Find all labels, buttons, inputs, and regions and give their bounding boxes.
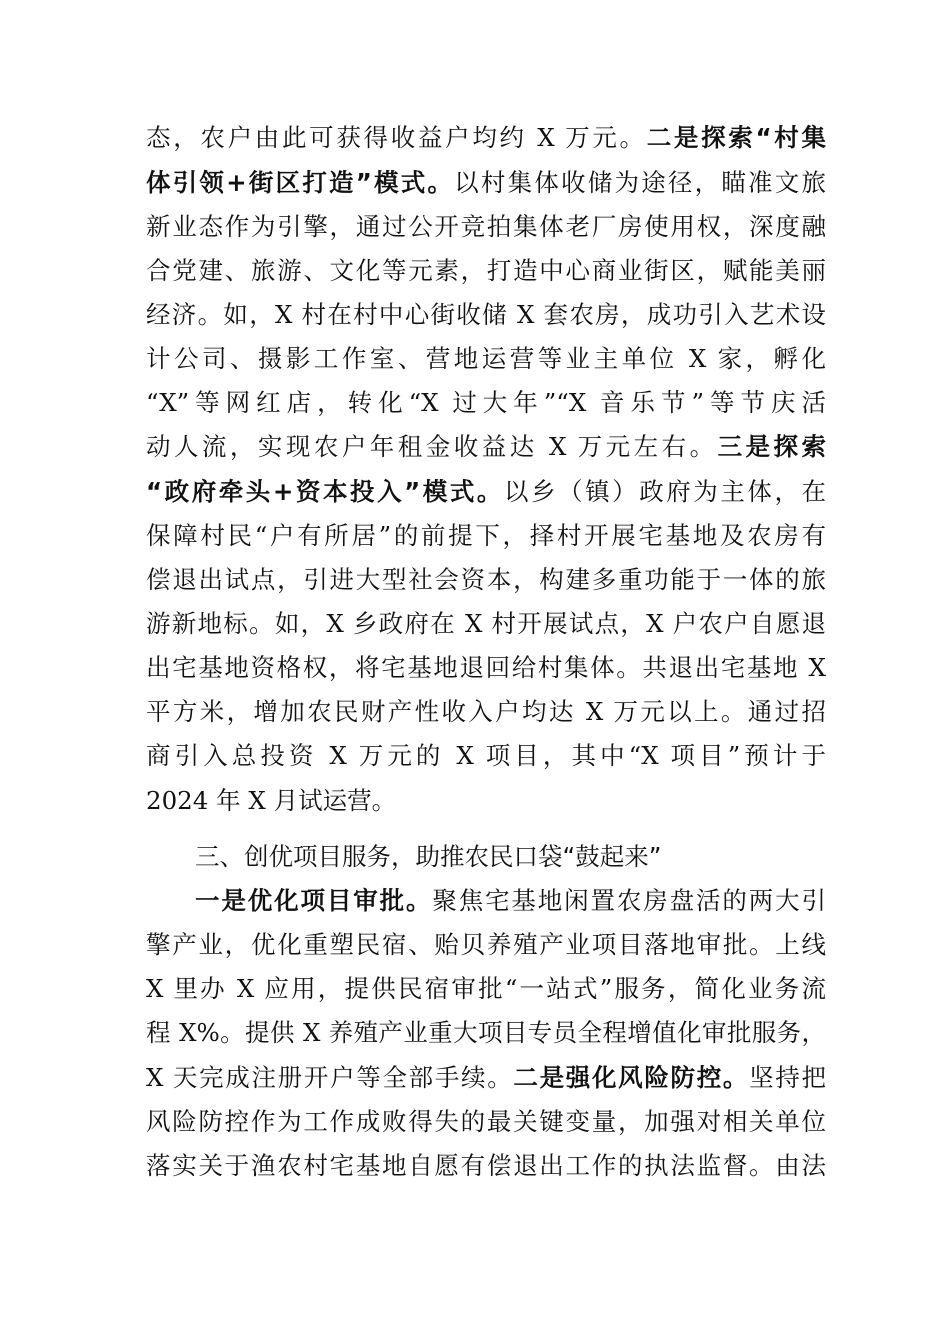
text-line [146,972,826,1006]
text-line [146,1016,826,1050]
text-line [146,166,826,200]
text-line [146,1061,826,1095]
text-run: 2024 年 X 月试运营。 [146,786,397,815]
text-line [146,386,826,420]
text-line [146,342,826,376]
text-run: 游新地标。如，X 乡政府在 X 村开展试点，X 户农户自愿退 [146,609,826,638]
text-run: 擎产业，优化重塑民宿、贻贝养殖产业项目落地审批。上线 [146,930,826,959]
text-run: 经济。如，X 村在村中心街收储 X 套农房，成功引入艺术设 [146,300,826,329]
text-run: X 天完成注册开户等全部手续。 [146,1063,514,1092]
text-line [146,519,826,553]
text-run: 计公司、摄影工作室、营地运营等业主单位 X 家，孵化 [146,344,826,373]
text-line [146,298,826,332]
text-line [146,210,826,244]
text-run: 偿退出试点，引进大型社会资本，构建多重功能于一体的旅 [146,565,826,594]
text-line [146,475,826,509]
text-run: 以乡（镇）政府为主体，在 [503,477,827,506]
text-run: 聚焦宅基地闲置农房盘活的两大引 [432,886,827,915]
text-run: 态，农户由此可获得收益户均约 X 万元。 [146,123,647,152]
text-run: 出宅基地资格权，将宅基地退回给村集体。共退出宅基地 X [146,653,826,682]
bold-text-run: 一是优化项目审批。 [195,886,433,915]
bold-text-run: 二是强化风险防控。 [513,1063,750,1092]
text-line [146,784,826,818]
text-run: 程 X%。提供 X 养殖产业重大项目专员全程增值化审批服务， [146,1018,826,1047]
text-line [146,1105,826,1139]
text-run: 落实关于渔农村宅基地自愿有偿退出工作的执法监督。由法 [146,1151,826,1180]
text-run: X 里办 X 应用，提供民宿审批“一站式”服务，简化业务流 [146,974,826,1003]
text-run: 坚持把 [749,1063,827,1092]
bold-text-run: 体引领+街区打造”模式。 [146,168,455,197]
text-run: 以村集体收储为途径，瞄准文旅 [454,168,826,197]
text-line [146,695,826,729]
text-run: 合党建、旅游、文化等元素，打造中心商业街区，赋能美丽 [146,256,826,285]
text-line [146,563,826,597]
text-line [146,430,826,464]
text-line [146,928,826,962]
text-run: 平方米，增加农民财产性收入户均达 X 万元以上。通过招 [146,697,826,726]
text-run: 动人流，实现农户年租金收益达 X 万元左右。 [146,432,718,461]
text-line [146,607,826,641]
bold-text-run: 三是探索 [717,432,827,461]
bold-text-run: “政府牵头+资本投入”模式。 [146,477,504,506]
text-run: 风险防控作为工作成败得失的最关键变量，加强对相关单位 [146,1107,826,1136]
section-heading: 三、创优项目服务，助推农民口袋“鼓起来” [195,842,662,871]
text-run: 新业态作为引擎，通过公开竞拍集体老厂房使用权，深度融 [146,212,826,241]
text-line [195,884,826,918]
text-line [146,1149,826,1183]
text-run: 保障村民“户有所居”的前提下，择村开展宅基地及农房有 [146,521,826,550]
text-line [146,651,826,685]
text-line [146,254,826,288]
text-line [146,121,826,155]
text-run: “X”等网红店，转化“X 过大年”“X 音乐节”等节庆活 [146,388,826,417]
bold-text-run: 二是探索“村集 [646,123,826,152]
text-line [146,739,826,773]
text-run: 商引入总投资 X 万元的 X 项目，其中“X 项目”预计于 [146,741,826,770]
